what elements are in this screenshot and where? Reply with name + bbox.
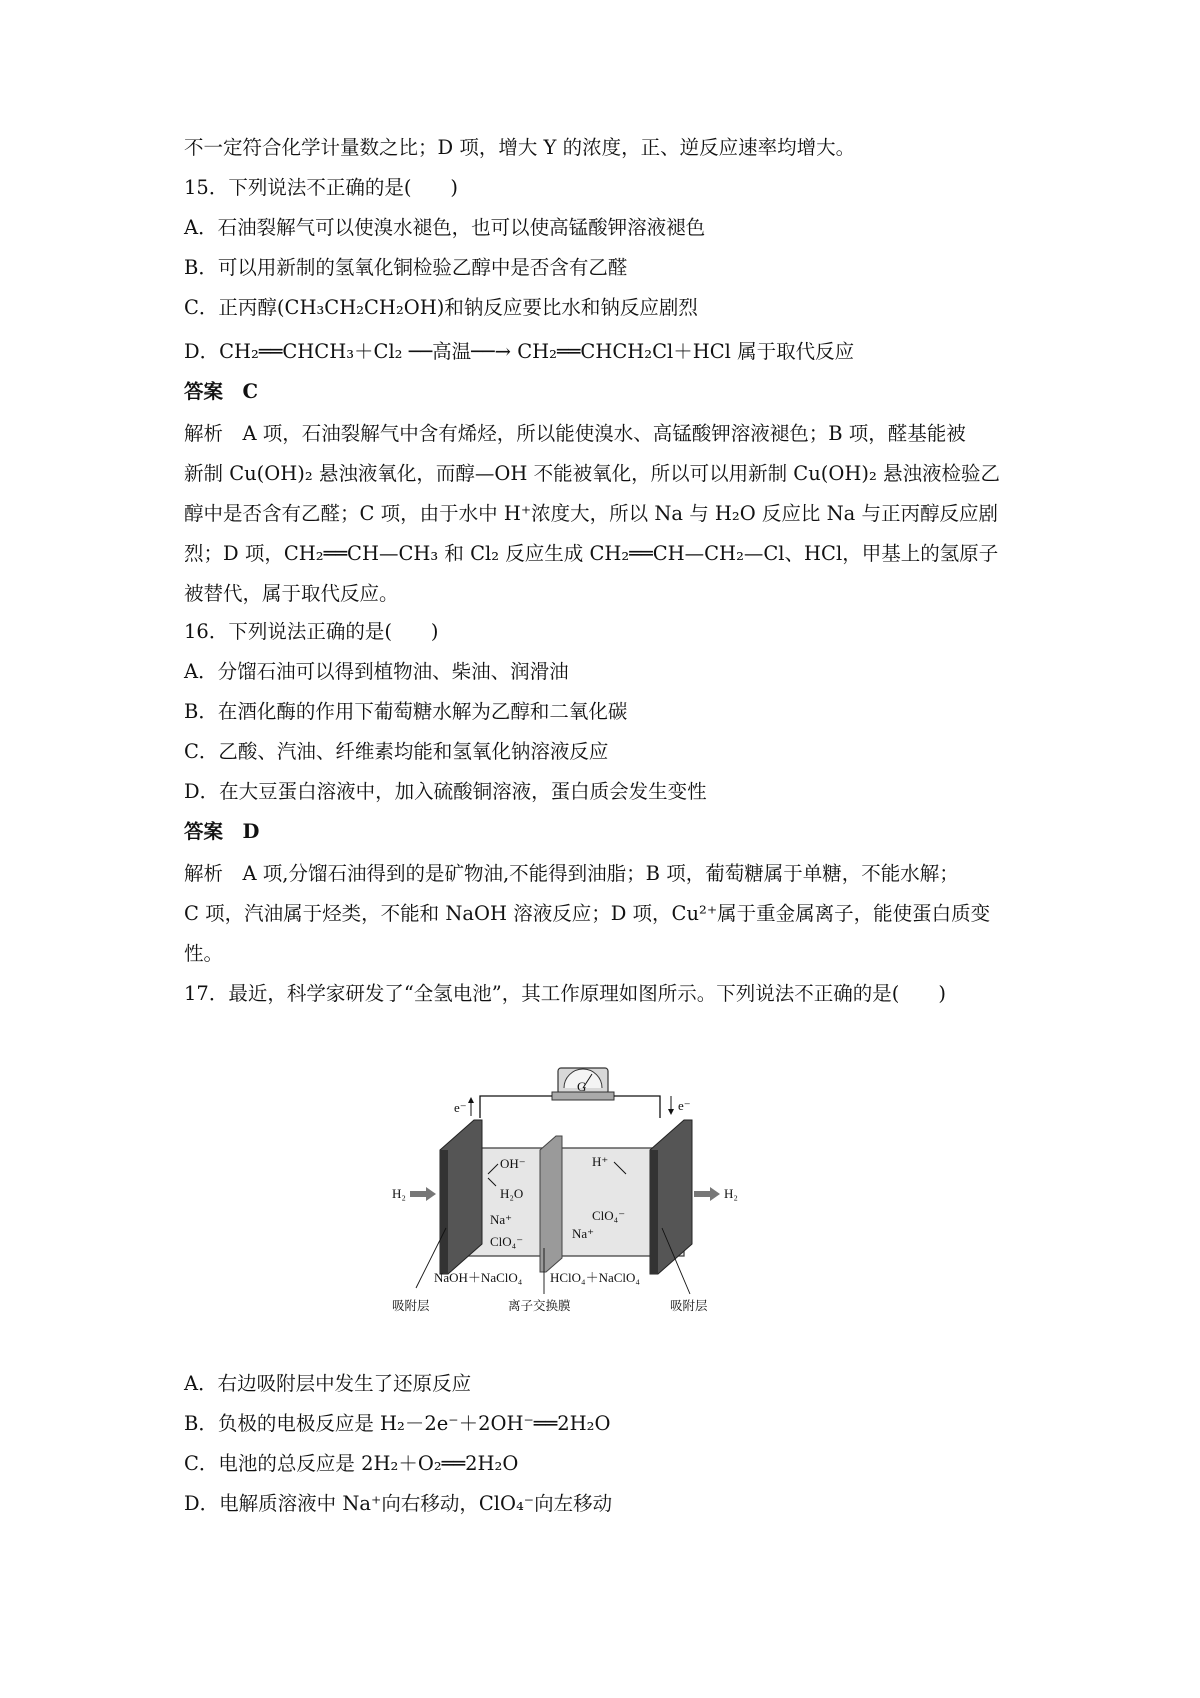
electron-right-label: e⁻	[678, 1098, 691, 1113]
electron-down-arrowhead	[668, 1109, 674, 1115]
text-line: 不一定符合化学计量数之比；D 项，增大 Y 的浓度，正、逆反应速率均增大。	[184, 136, 856, 159]
sodium-left-label: Na⁺	[490, 1212, 513, 1227]
left-solution-label: NaOH＋NaClO₄	[434, 1270, 523, 1285]
question-17: 17．最近，科学家研发了“全氢电池”，其工作原理如图所示。下列说法不正确的是( )	[184, 982, 946, 1005]
right-wire	[614, 1096, 660, 1118]
membrane-caption: 离子交换膜	[508, 1298, 571, 1313]
analysis-16-line2: C 项，汽油属于烃类，不能和 NaOH 溶液反应；D 项，Cu²⁺属于重金属离子，能使蛋白质变	[184, 902, 991, 925]
ion-exchange-membrane	[540, 1136, 562, 1272]
sodium-right-label: Na⁺	[572, 1226, 595, 1241]
analysis-15-line1: 解析 A 项，石油裂解气中含有烯烃，所以能使溴水、高锰酸钾溶液褪色；B 项，醛基能被	[184, 422, 966, 445]
electron-left-label: e⁻	[454, 1100, 467, 1115]
option-16b: B．在酒化酶的作用下葡萄糖水解为乙醇和二氧化碳	[184, 700, 628, 723]
analysis-15-line2: 新制 Cu(OH)₂ 悬浊液氧化，而醇—OH 不能被氧化，所以可以用新制 Cu(OH)₂ 悬浊液检验乙	[184, 462, 1000, 485]
perchlorate-right-label: ClO₄⁻	[592, 1208, 626, 1223]
right-layer-caption: 吸附层	[670, 1298, 708, 1313]
option-16a: A．分馏石油可以得到植物油、柴油、润滑油	[184, 660, 569, 683]
analysis-15-line5: 被替代，属于取代反应。	[184, 582, 399, 605]
option-17a: A．右边吸附层中发生了还原反应	[184, 1372, 472, 1395]
answer-16: 答案 D	[184, 820, 260, 843]
electrolyte-tank	[448, 1148, 684, 1256]
option-16c: C．乙酸、汽油、纤维素均能和氢氧化钠溶液反应	[184, 740, 609, 763]
analysis-15-line4: 烈；D 项，CH₂══CH—CH₃ 和 Cl₂ 反应生成 CH₂══CH—CH₂—Cl、HCl，甲基上的氢原子	[184, 542, 999, 565]
perchlorate-left-label: ClO₄⁻	[490, 1234, 524, 1249]
h2-in-label: H₂	[392, 1186, 406, 1201]
left-layer-caption: 吸附层	[392, 1298, 430, 1313]
right-electrode-edge	[650, 1150, 658, 1274]
battery-diagram-svg	[392, 1058, 798, 1360]
galvanometer-label: G	[577, 1079, 587, 1094]
option-16d: D．在大豆蛋白溶液中，加入硫酸铜溶液，蛋白质会发生变性	[184, 780, 707, 803]
option-15d: D．CH₂══CHCH₃＋Cl₂ ──高温──→ CH₂══CHCH₂Cl＋HCl 属于取代反应	[184, 340, 855, 363]
right-solution-label: HClO₄＋NaClO₄	[550, 1270, 640, 1285]
h2-in-arrow	[410, 1187, 436, 1201]
option-15b: B．可以用新制的氢氧化铜检验乙醇中是否含有乙醛	[184, 256, 628, 279]
analysis-15-line3: 醇中是否含有乙醛；C 项，由于水中 H⁺浓度大，所以 Na 与 H₂O 反应比 Na 与正丙醇反应剧	[184, 502, 998, 525]
option-17c: C．电池的总反应是 2H₂＋O₂══2H₂O	[184, 1452, 519, 1475]
electron-up-arrowhead	[468, 1097, 474, 1103]
h2-out-arrow	[694, 1187, 720, 1201]
analysis-16-line3: 性。	[184, 942, 224, 965]
left-wire	[480, 1096, 552, 1118]
option-17b: B．负极的电极反应是 H₂－2e⁻＋2OH⁻══2H₂O	[184, 1412, 611, 1435]
hydroxide-label: OH⁻	[500, 1156, 526, 1171]
answer-15: 答案 C	[184, 380, 259, 403]
proton-label: H⁺	[592, 1154, 609, 1169]
question-15: 15．下列说法不正确的是( )	[184, 176, 459, 199]
water-label: H₂O	[500, 1186, 524, 1201]
option-17d: D．电解质溶液中 Na⁺向右移动，ClO₄⁻向左移动	[184, 1492, 613, 1515]
analysis-16-line1: 解析 A 项,分馏石油得到的是矿物油,不能得到油脂；B 项，葡萄糖属于单糖，不能水解；	[184, 862, 959, 885]
option-15c: C．正丙醇(CH₃CH₂CH₂OH)和钠反应要比水和钠反应剧烈	[184, 296, 698, 319]
option-15a: A．石油裂解气可以使溴水褪色，也可以使高锰酸钾溶液褪色	[184, 216, 706, 239]
left-electrode-edge	[440, 1150, 448, 1274]
hydrogen-battery-diagram	[392, 1058, 798, 1360]
h2-out-label: H₂	[724, 1186, 738, 1201]
question-16: 16．下列说法正确的是( )	[184, 620, 439, 643]
